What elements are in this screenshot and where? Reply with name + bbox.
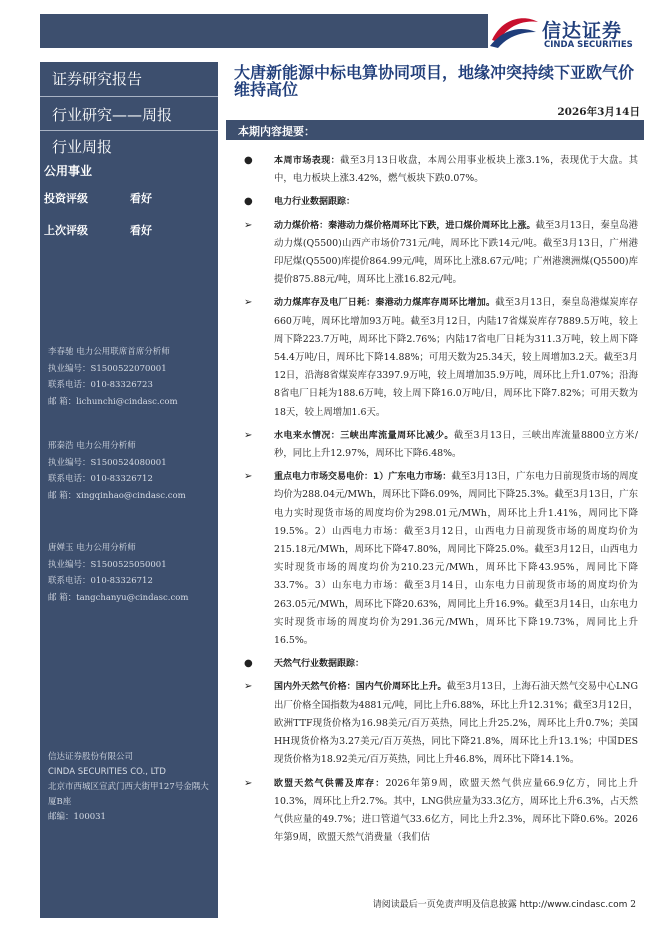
sidebar — [40, 62, 218, 918]
item-label: 天然气行业数据跟踪： — [274, 659, 365, 670]
analyst-cert: 执业编号：S1500524080001 — [48, 457, 167, 468]
analyst-email[interactable]: 邮 箱：tangchanyu@cindasc.com — [48, 592, 189, 603]
company-info — [48, 750, 216, 825]
analyst-email[interactable]: 邮 箱：xingqinhao@cindasc.com — [48, 490, 186, 501]
company-logo — [484, 12, 644, 56]
item-text: 截至3月13日，上海石油天然气交易中心LNG出厂价格全国指数为4881元/吨，同比上升6.88%，环比上升12.31%；截至3月12日，欧洲TTF现货价格为16.98美元/百万英热，同比上升25.2%，周环比上升0.7%；美国HH现货价格为3.27美元/百万英热，同比下降21.8%，周环比上升13.1%；中国DES现货价格为18.92美元/百万英热，同比上升46.8%，周环比下降14.1%。 — [274, 681, 638, 766]
item-label: 电力行业数据跟踪： — [274, 197, 356, 208]
item-label: 动力煤价格：秦港动力煤价格周环比下跌，进口煤价周环比上涨。 — [274, 220, 536, 231]
report-subcategory: 行业周报 — [52, 138, 113, 156]
summary-content — [236, 152, 638, 852]
item-text: 2026年第9周，欧盟天然气供应量66.9亿方，同比上升10.3%，周环比上升2.7%。其中，LNG供应量为33.3亿方，周环比上升6.3%，占天然气供应量的49.7%；进口管道气33.6亿方，同比上升2.3%，周环比下降0.6%。2026年第9周，欧盟天然气消费量（我们估 — [274, 777, 638, 844]
website-link[interactable]: http://www.cindasc.com — [519, 900, 628, 910]
item-label: 国内外天然气价格：国内气价周环比上升。 — [274, 682, 447, 693]
list-item — [236, 217, 638, 290]
item-label: 水电来水情况：三峡出库流量周环比减少。 — [274, 430, 454, 441]
analyst-block — [48, 438, 186, 504]
company-address: 北京市西城区宣武门西大街甲127号金隅大厦B座 — [48, 782, 209, 807]
item-text: 截至3月13日，三峡出库流量8800立方米/秒，同比上升12.97%，周环比下降6.48%。 — [274, 429, 638, 460]
analyst-name: 邢秦浩 电力公用分析师 — [48, 441, 136, 451]
item-label: 重点电力市场交易电价：1）广东电力市场： — [274, 472, 452, 483]
logo-text-cn: 信达证券 — [542, 20, 623, 42]
logo-text-en: CINDA SECURITIES — [544, 40, 633, 50]
analyst-block — [48, 540, 188, 606]
sidebar-divider — [40, 130, 218, 131]
rating-value: 看好 — [130, 192, 152, 205]
item-text: 截至3月13日收盘，本周公用事业板块上涨3.1%，表现优于大盘。其中，电力板块上涨3.42%，燃气板块下跌0.07%。 — [274, 155, 638, 185]
bullet-icon: ● — [244, 155, 253, 166]
analyst-name: 唐婵玉 电力公用分析师 — [48, 543, 136, 553]
analyst-phone: 联系电话：010-83326723 — [48, 380, 153, 390]
list-item — [236, 294, 638, 421]
arrow-icon: ➢ — [244, 219, 253, 231]
list-item — [236, 775, 638, 848]
disclaimer-note: 请阅读最后一页免责声明及信息披露 — [372, 900, 517, 910]
item-text: 截至3月13日，秦皇岛港煤炭库存660万吨，周环比增加93万吨。截至3月12日，内陆17省煤炭库存7889.5万吨，较上周下降223.7万吨，周环比下降2.76%；内陆17省电厂日耗为311.3万吨，较上周下降54.4万吨/日，周环比下降14.88%；可用天数为25.34天，较上周增加3.2天。截至3月12日，沿海8省煤炭库存3397.9万吨，较上周增加35.9万吨，周环比上升1.07%；沿海8省电厂日耗为188.6万吨，较上周下降16.0万吨/日，周环比下降7.82%；可用天数为18天，较上周增加1.6天。 — [274, 297, 638, 418]
item-text: 截至3月13日，广东电力日前现货市场的周度均价为288.04元/MWh，周环比下降6.09%，周同比下降25.3%。截至3月13日，广东电力实时现货市场的周度均价为298.01元/MWh，周环比上升1.41%，周同比下降19.5%。2）山西电力市场：截至3月12日，山西电力日前现货市场的周度均价为215.18元/MWh，周环比下降47.80%，周同比下降25.0%。截至3月12日，山西电力实时现货市场的周度均价为210.23元/MWh，周环比下降43.95%，周同比下降33.7%。3）山东电力市场：截至3月14日，山东电力日前现货市场的周度均价为263.05元/MWh，周环比下降20.63%，周同比上升16.9%。截至3月14日，山东电力实时现货市场的周度均价为291.36元/MWh，周环比下降19.73%，周同比上升16.5%。 — [274, 471, 638, 647]
company-name-cn: 信达证券股份有限公司 — [48, 752, 134, 762]
header-banner — [40, 14, 488, 48]
item-text: 截至3月13日，秦皇岛港动力煤(Q5500)山西产市场价731元/吨，周环比下跌14元/吨。截至3月13日，广州港印尼煤(Q5500)库提价864.99元/吨，周环比上涨8.67元/吨；广州港澳洲煤(Q5500)库提价875.88元/吨，周环比上涨16.82元/吨。 — [274, 219, 638, 286]
sidebar-divider — [40, 96, 218, 97]
item-label: 本周市场表现： — [274, 156, 341, 166]
bullet-icon: ● — [244, 196, 253, 208]
list-item — [236, 152, 638, 188]
analyst-name: 李春驰 电力公用联席首席分析师 — [48, 347, 170, 357]
bullet-icon: ● — [244, 658, 253, 670]
sector-label: 公用事业 — [44, 164, 93, 178]
arrow-icon: ➢ — [244, 681, 253, 693]
analyst-email[interactable]: 邮 箱：lichunchi@cindasc.com — [48, 396, 178, 407]
report-type: 证券研究报告 — [52, 70, 143, 88]
arrow-icon: ➢ — [244, 297, 253, 309]
logo-swoosh-icon — [488, 14, 540, 48]
report-date: 2026年3月14日 — [557, 106, 640, 118]
list-item — [236, 193, 638, 211]
prev-rating-label: 上次评级 — [44, 224, 88, 237]
analyst-cert: 执业编号：S1500522070001 — [48, 363, 167, 374]
arrow-icon: ➢ — [244, 777, 253, 789]
analyst-phone: 联系电话：010-83326712 — [48, 576, 153, 586]
list-item — [236, 678, 638, 769]
arrow-icon: ➢ — [244, 429, 253, 441]
report-category: 行业研究——周报 — [52, 106, 173, 124]
section-header — [226, 120, 644, 140]
item-label: 欧盟天然气供需及库存： — [274, 778, 386, 789]
previous-rating — [44, 222, 152, 238]
analyst-block — [48, 344, 178, 410]
analyst-phone: 联系电话：010-83326712 — [48, 474, 153, 484]
rating-label: 投资评级 — [44, 192, 88, 205]
item-label: 动力煤库存及电厂日耗：秦港动力煤库存周环比增加。 — [274, 298, 496, 309]
company-name-en: CINDA SECURITIES CO., LTD — [48, 767, 166, 777]
section-title: 本期内容提要： — [238, 125, 315, 138]
list-item — [236, 468, 638, 650]
list-item — [236, 655, 638, 673]
investment-rating — [44, 190, 152, 206]
company-postcode: 邮编：100031 — [48, 812, 106, 822]
report-title: 大唐新能源中标电算协同项目，地缘冲突持续下亚欧气价维持高位 — [234, 63, 635, 99]
page-number: 2 — [630, 900, 636, 910]
page-footer — [373, 897, 636, 910]
list-item — [236, 427, 638, 463]
prev-rating-value: 看好 — [130, 224, 152, 237]
arrow-icon: ➢ — [244, 471, 253, 483]
analyst-cert: 执业编号：S1500525050001 — [48, 559, 167, 570]
